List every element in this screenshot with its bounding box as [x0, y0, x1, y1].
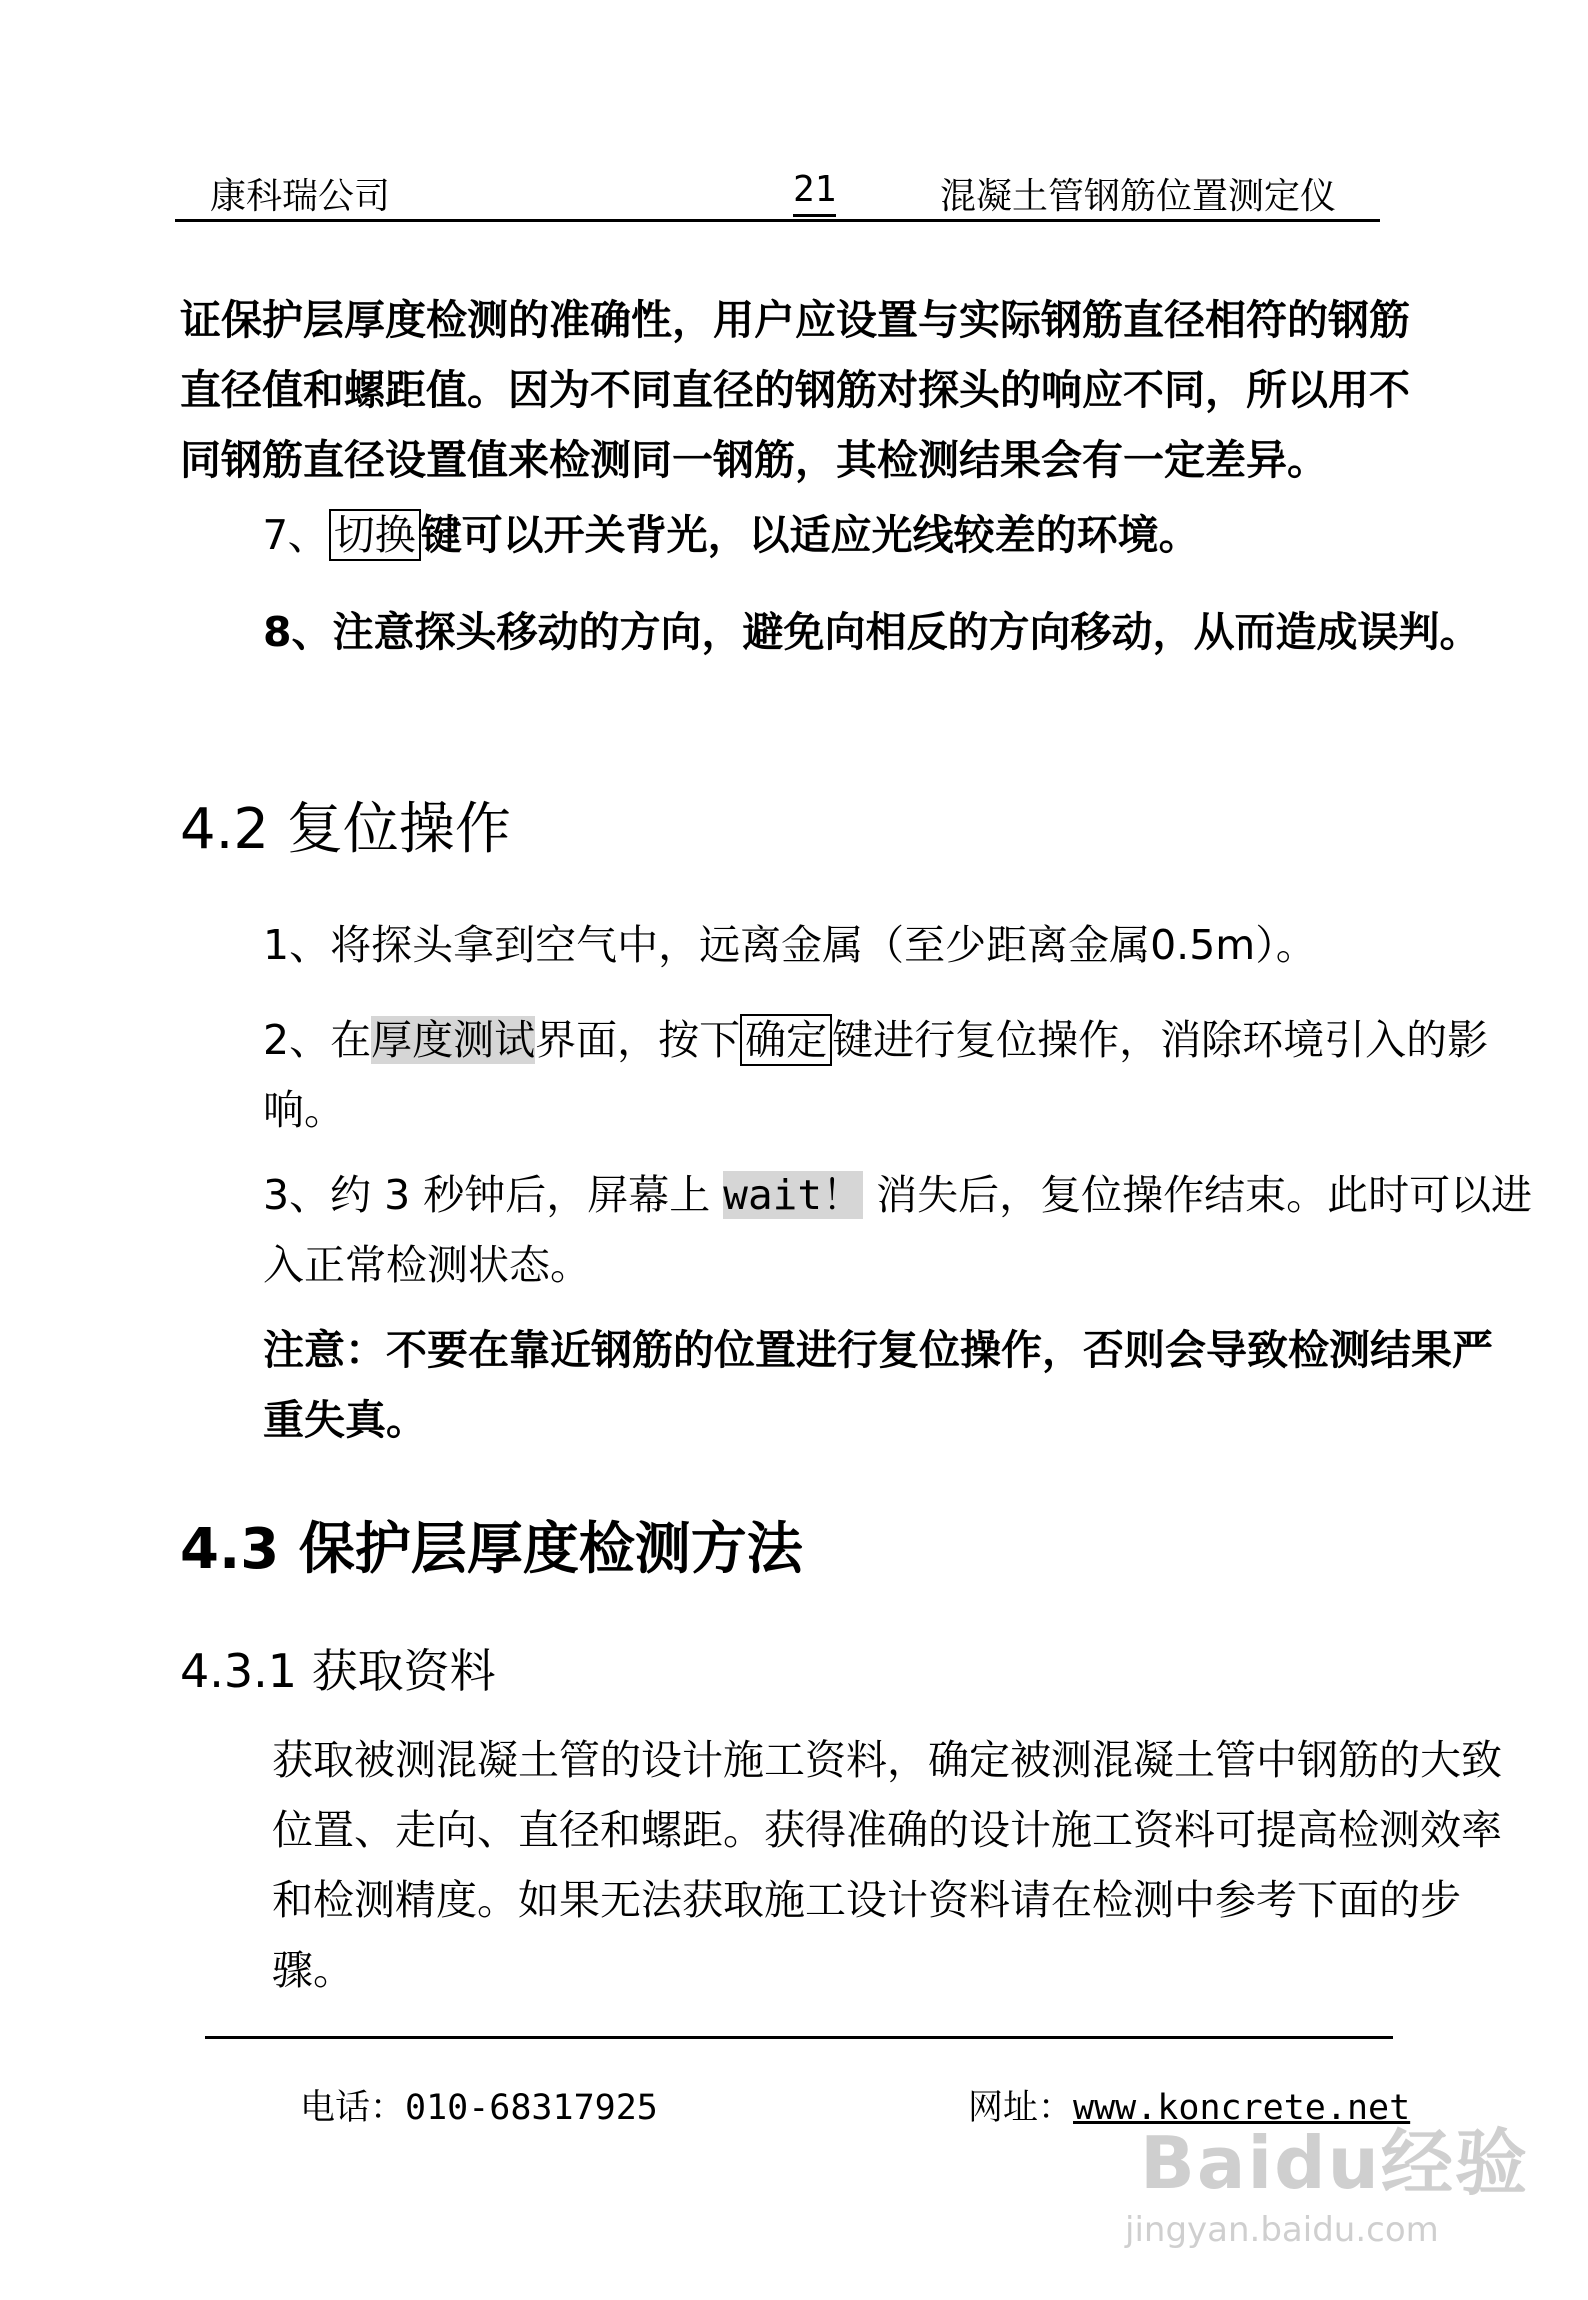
item-8: 8、注意探头移动的方向，避免向相反的方向移动，从而造成误判。 [263, 608, 1481, 656]
footer-phone: 电话：010-68317925 [300, 2088, 658, 2128]
key-switch: 切换 [329, 509, 421, 561]
footer-website-label: 网址： [968, 2088, 1074, 2128]
step-2-mid: 界面，按下 [535, 1016, 741, 1064]
reset-step-3 [180, 1160, 1533, 1300]
screen-thickness-test: 厚度测试 [371, 1016, 536, 1064]
section-4-2-title: 4.2 复位操作 [180, 797, 511, 862]
wait-message: wait！ [723, 1171, 864, 1219]
baidu-watermark-logo: Baidu经验 [1140, 2121, 1529, 2205]
website-link[interactable]: www.koncrete.net [1073, 2088, 1411, 2128]
footer-rule [205, 2036, 1393, 2039]
item-7-number: 7、 [263, 511, 329, 559]
header-product: 混凝土管钢筋位置测定仪 [940, 176, 1337, 217]
step-2-prefix: 2、在 [263, 1016, 372, 1064]
intro-paragraph: 证保护层厚度检测的准确性，用户应设置与实际钢筋直径相符的钢筋直径值和螺距值。因为不同直径的钢筋对探头的响应不同，所以用不同钢筋直径设置值来检测同一钢筋，其检测结果会有一定差异。 [180, 296, 1410, 484]
baidu-watermark-url: jingyan.baidu.com [1125, 2210, 1439, 2250]
reset-step-2 [180, 1005, 1533, 1145]
item-7-text: 键可以开关背光，以适应光线较差的环境。 [420, 511, 1200, 559]
section-4-3-1-title: 4.3.1 获取资料 [180, 1644, 496, 1698]
step-3-suffix: 消失后，复位操作结束。此时可以进入正常检测状态。 [263, 1171, 1533, 1289]
key-confirm: 确定 [740, 1014, 832, 1066]
step-2-suffix: 键进行复位操作，消除环境引入的影响。 [263, 1016, 1489, 1134]
header-page-number: 21 [793, 166, 836, 217]
data-collection-paragraph: 获取被测混凝土管的设计施工资料，确定被测混凝土管中钢筋的大致位置、走向、直径和螺距。获得准确的设计施工资料可提高检测效率和检测精度。如果无法获取施工设计资料请在检测中参考下面的步骤。 [272, 1736, 1502, 1994]
header-company: 康科瑞公司 [210, 176, 391, 217]
reset-step-1: 1、将探头拿到空气中，远离金属（至少距离金属0.5m）。 [263, 921, 1317, 969]
step-3-prefix: 3、约 3 秒钟后，屏幕上 [263, 1171, 724, 1219]
item-7 [180, 500, 1533, 570]
reset-note: 注意：不要在靠近钢筋的位置进行复位操作，否则会导致检测结果严重失真。 [263, 1326, 1493, 1444]
section-4-3-title: 4.3 保护层厚度检测方法 [180, 1517, 803, 1582]
header-rule [175, 219, 1380, 222]
